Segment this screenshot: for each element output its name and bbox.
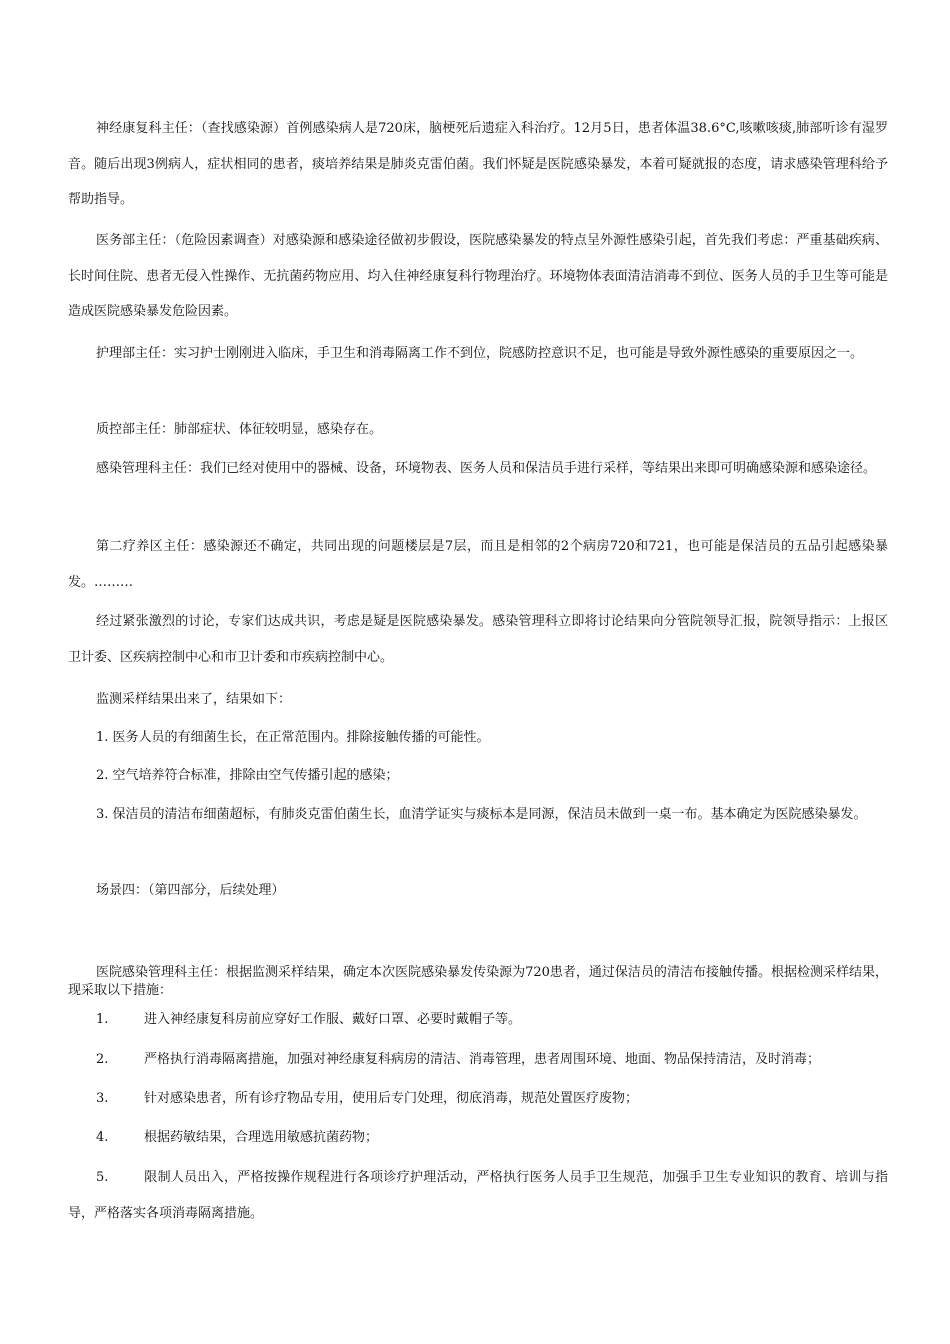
result-item-2: 2. 空气培养符合标准，排除由空气传播引起的感染； (96, 768, 399, 783)
measure-item-2 (96, 1042, 888, 1078)
paragraph-quality-control-director: 质控部主任：肺部症状、体征较明显，感染存在。 (96, 422, 383, 437)
result-item-3: 3. 保洁员的清洁布细菌超标，有肺炎克雷伯菌生长，血清学证实与痰标本是同源，保洁员未做到一桌一布。基本确定为医院感染暴发。 (96, 807, 867, 822)
paragraph-sampling-results-intro: 监测采样结果出来了，结果如下： (96, 692, 292, 707)
paragraph-consensus: 经过紧张激烈的讨论，专家们达成共识，考虑是疑是医院感染暴发。感染管理科立即将讨论结果向分管院领导汇报，院领导指示：上报区卫计委、区疾病控制中心和市卫计委和市疾病控制中心。 (68, 614, 888, 665)
paragraph-second-sanatorium-director: 第二疗养区主任：感染源还不确定，共同出现的问题楼层是7层，而且是相邻的2个病房720和721，也可能是保洁员的五品引起感染暴发。……… (68, 539, 888, 590)
measure-number: 3. (96, 1091, 109, 1106)
measure-item-1 (96, 1002, 888, 1038)
scene-four-heading: 场景四：（第四部分，后续处理） (96, 883, 285, 898)
measure-number: 5. (96, 1170, 109, 1185)
measure-text: 根据药敏结果，合理选用敏感抗菌药物； (144, 1130, 379, 1145)
paragraph-nursing-director: 护理部主任：实习护士刚刚进入临床，手卫生和消毒隔离工作不到位，院感防控意识不足，也可能是导致外源性感染的重要原因之一。 (96, 346, 864, 361)
paragraph-neuro-rehab-director: 神经康复科主任：（查找感染源）首例感染病人是720床，脑梗死后遗症入科治疗。12月5日，患者体温38.6°C,咳嗽咳痰,肺部听诊有湿罗音。随后出现3例病人，症状相同的患者，痰培养结果是肺炎克雷伯菌。我们怀疑是医院感染暴发，本着可疑就报的态度，请求感染管理科给予帮助指导。 (68, 121, 888, 207)
measure-text: 严格执行消毒隔离措施，加强对神经康复科病房的清洁、消毒管理，患者周围环境、地面、物品保持清洁，及时消毒； (144, 1052, 821, 1067)
measure-number: 2. (96, 1052, 109, 1067)
paragraph-medical-affairs-director: 医务部主任：（危险因素调查）对感染源和感染途径做初步假设，医院感染暴发的特点呈外源性感染引起，首先我们考虑：严重基础疾病、长时间住院、患者无侵入性操作、无抗菌药物应用、均入住神经康复科行物理治疗。环境物体表面清洁消毒不到位、医务人员的手卫生等可能是造成医院感染暴发危险因素。 (68, 233, 888, 319)
measure-item-4 (96, 1120, 888, 1156)
measure-text: 进入神经康复科房前应穿好工作服、戴好口罩、必要时戴帽子等。 (144, 1012, 522, 1027)
paragraph-hospital-infection-director: 医院感染管理科主任：根据监测采样结果，确定本次医院感染暴发传染源为720患者，通过保洁员的清洁布接触传播。根据检测采样结果，现采取以下措施： (68, 965, 888, 998)
measure-text: 限制人员出入，严格按操作规程进行各项诊疗护理活动，严格执行医务人员手卫生规范，加强手卫生专业知识的教育、培训与指导，严格落实各项消毒隔离措施。 (68, 1170, 888, 1221)
measure-text: 针对感染患者，所有诊疗物品专用，使用后专门处理，彻底消毒，规范处置医疗废物； (144, 1091, 639, 1106)
measure-item-5 (68, 1160, 888, 1231)
paragraph-infection-management-director: 感染管理科主任：我们已经对使用中的器械、设备，环境物表、医务人员和保洁员手进行采样，等结果出来即可明确感染源和感染途径。 (96, 461, 877, 476)
measure-item-3 (96, 1081, 888, 1117)
measure-number: 4. (96, 1130, 109, 1145)
measure-number: 1. (96, 1012, 109, 1027)
result-item-1: 1. 医务人员的有细菌生长，在正常范围内。排除接触传播的可能性。 (96, 730, 490, 745)
